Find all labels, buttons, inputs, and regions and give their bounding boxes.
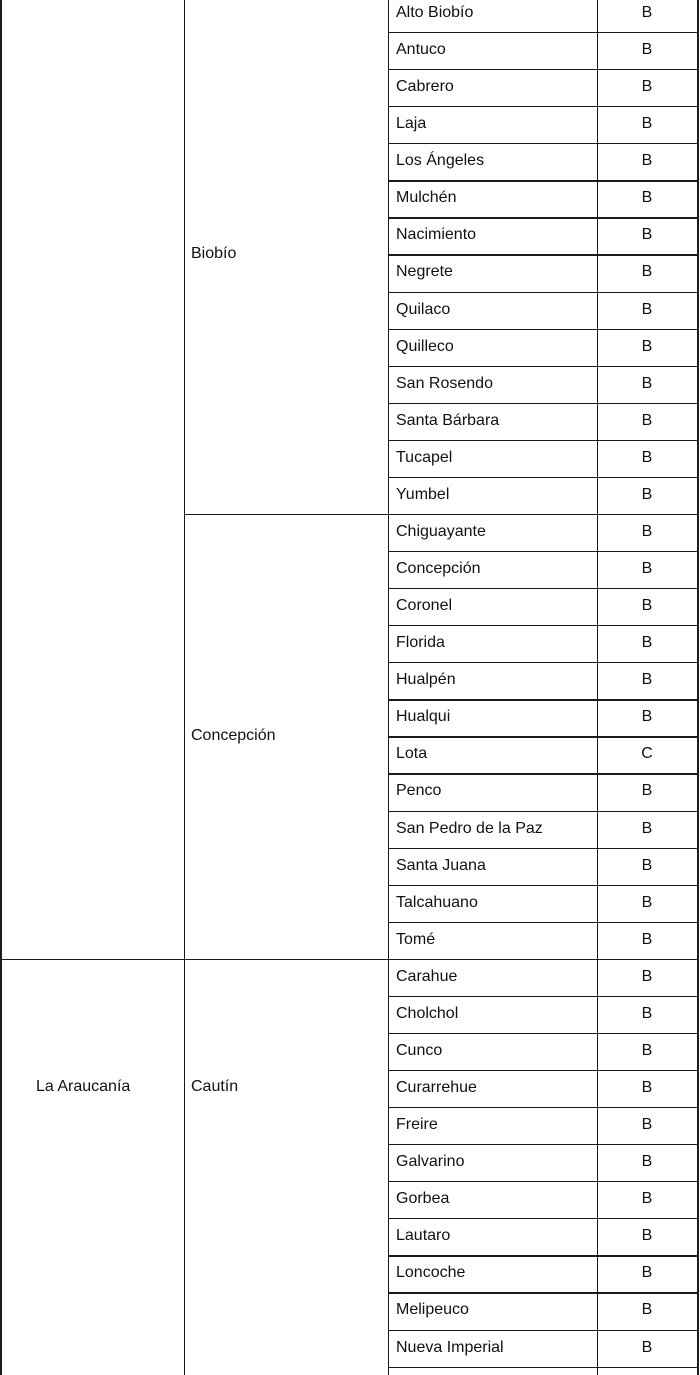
row-divider	[388, 477, 699, 478]
category-value: C	[641, 745, 653, 763]
row-divider	[388, 180, 699, 181]
comuna-name: Alto Biobío	[396, 4, 474, 21]
col-divider-2	[388, 0, 389, 1375]
row-divider	[388, 1367, 699, 1368]
category-value: B	[641, 1301, 653, 1319]
row-divider	[388, 403, 699, 404]
row-divider	[388, 662, 699, 663]
category-value: B	[641, 263, 653, 281]
category-value: B	[641, 1153, 653, 1171]
category-value: B	[641, 893, 653, 911]
comuna-name: Los Ángeles	[396, 152, 485, 170]
category-value: B	[641, 374, 653, 392]
comuna-name: Lautaro	[396, 1227, 451, 1245]
row-divider	[388, 143, 699, 144]
row-divider	[388, 625, 699, 626]
comuna-name: Quilleco	[396, 337, 454, 355]
category-value: B	[641, 448, 653, 466]
row-divider	[388, 922, 699, 923]
row-divider	[388, 959, 699, 960]
comuna-name: Florida	[396, 634, 445, 652]
category-value: B	[641, 1041, 653, 1059]
row-divider	[388, 1070, 699, 1071]
row-divider	[388, 1107, 699, 1108]
row-divider	[388, 773, 699, 774]
province-label-concepcion: Concepción	[191, 727, 276, 744]
province-divider	[184, 514, 388, 515]
comuna-name: Yumbel	[396, 485, 450, 503]
comuna-name: Nacimiento	[396, 226, 477, 244]
category-value: B	[641, 1116, 653, 1134]
comuna-name: Penco	[396, 782, 442, 800]
category-value: B	[641, 189, 653, 207]
category-value: B	[641, 1338, 653, 1356]
province-label-cautin: Cautín	[191, 1078, 239, 1095]
row-divider	[388, 736, 699, 737]
comuna-name: Santa Bárbara	[396, 411, 500, 429]
category-value: B	[641, 708, 653, 726]
row-divider	[388, 514, 699, 515]
category-value: B	[641, 967, 653, 985]
right-border	[697, 0, 699, 1375]
comuna-name: Laja	[396, 115, 427, 133]
row-divider	[388, 366, 699, 367]
category-value: B	[641, 1079, 653, 1097]
row-divider	[388, 292, 699, 293]
category-value: B	[641, 152, 653, 170]
category-value: B	[641, 78, 653, 96]
category-value: B	[641, 41, 653, 59]
comuna-name: Antuco	[396, 41, 446, 59]
row-divider	[388, 1330, 699, 1331]
category-value: B	[641, 1190, 653, 1208]
left-border	[0, 0, 2, 1375]
category-value: B	[641, 300, 653, 318]
comuna-name: Tucapel	[396, 448, 453, 466]
row-divider	[388, 1218, 699, 1219]
row-divider	[388, 811, 699, 812]
category-value: B	[641, 1004, 653, 1022]
comuna-name: Nueva Imperial	[396, 1338, 504, 1356]
category-value: B	[641, 634, 653, 652]
row-divider	[388, 699, 699, 700]
region-label-araucania: La Araucanía	[36, 1078, 131, 1095]
province-label-biobio: Biobío	[191, 245, 237, 262]
category-value: B	[641, 782, 653, 800]
comuna-name: Cunco	[396, 1041, 443, 1059]
comuna-name: Hualqui	[396, 708, 451, 726]
comuna-name: Curarrehue	[396, 1079, 477, 1097]
comuna-name: Negrete	[396, 263, 453, 281]
region-divider	[0, 959, 388, 960]
category-value: B	[641, 930, 653, 948]
comuna-name: Hualpén	[396, 671, 456, 689]
row-divider	[388, 996, 699, 997]
comuna-name: Carahue	[396, 967, 458, 985]
comuna-name: Chiguayante	[396, 522, 486, 540]
row-divider	[388, 1144, 699, 1145]
col-divider-1	[184, 0, 185, 1375]
row-divider	[388, 885, 699, 886]
comuna-name: Melipeuco	[396, 1301, 469, 1319]
category-value: B	[641, 819, 653, 837]
row-divider	[388, 551, 699, 552]
category-value: B	[641, 115, 653, 133]
category-value: B	[641, 597, 653, 615]
row-divider	[388, 32, 699, 33]
row-divider	[388, 1033, 699, 1034]
row-divider	[388, 217, 699, 218]
comuna-name: Mulchén	[396, 189, 457, 207]
category-value: B	[641, 1264, 653, 1282]
comuna-name: Loncoche	[396, 1264, 466, 1282]
comuna-name: Gorbea	[396, 1190, 450, 1208]
category-value: B	[641, 1227, 653, 1245]
row-divider	[388, 588, 699, 589]
row-divider	[388, 329, 699, 330]
comuna-name: Galvarino	[396, 1153, 465, 1171]
comuna-name: Santa Juana	[396, 856, 486, 874]
comuna-name: Talcahuano	[396, 893, 478, 911]
category-value: B	[641, 485, 653, 503]
comuna-name: Coronel	[396, 597, 453, 615]
category-value: B	[641, 411, 653, 429]
row-divider	[388, 440, 699, 441]
category-value: B	[641, 4, 653, 21]
comuna-name: Freire	[396, 1116, 438, 1134]
comuna-name: Lota	[396, 745, 428, 763]
row-divider	[388, 254, 699, 255]
category-value: B	[641, 671, 653, 689]
row-divider	[388, 1292, 699, 1293]
row-divider	[388, 106, 699, 107]
category-value: B	[641, 522, 653, 540]
row-divider	[388, 848, 699, 849]
comuna-name: Cabrero	[396, 78, 454, 96]
row-divider	[388, 1181, 699, 1182]
category-value: B	[641, 560, 653, 578]
category-value: B	[641, 226, 653, 244]
comuna-name: Cholchol	[396, 1004, 459, 1022]
category-value: B	[641, 337, 653, 355]
comuna-name: Concepción	[396, 560, 481, 578]
comuna-name: Tomé	[396, 930, 436, 948]
comuna-name: Quilaco	[396, 300, 451, 318]
comuna-name: San Pedro de la Paz	[396, 819, 543, 837]
row-divider	[388, 69, 699, 70]
category-value: B	[641, 856, 653, 874]
row-divider	[388, 1255, 699, 1256]
comuna-name: San Rosendo	[396, 374, 493, 392]
